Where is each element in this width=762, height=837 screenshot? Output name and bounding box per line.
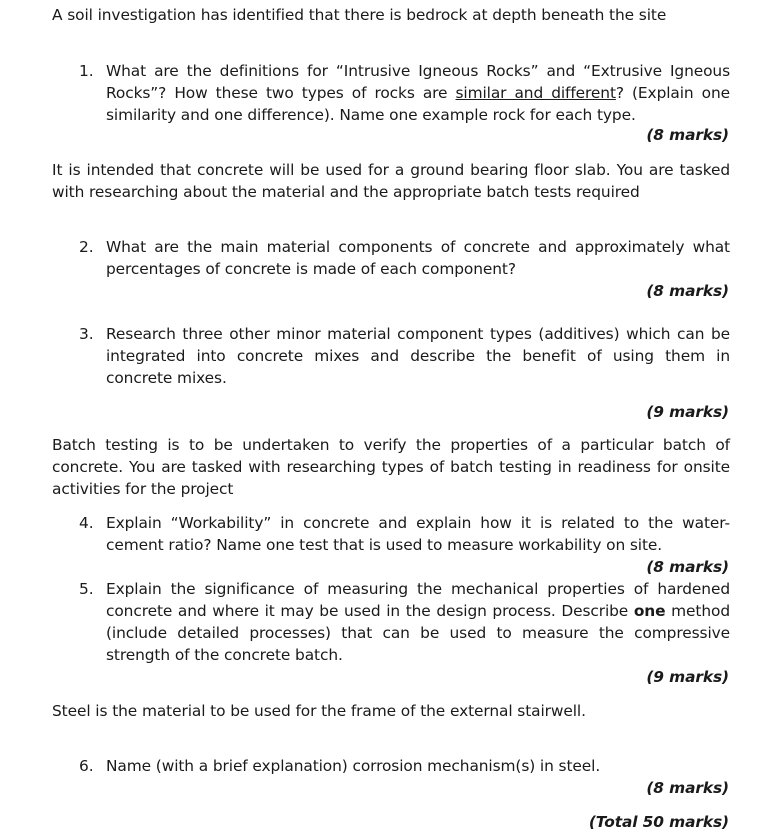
question-text: What are the main material components of concrete and approximately what percentages of concrete is made of each component?: [106, 238, 730, 278]
marks-label: (8 marks): [646, 282, 729, 300]
marks-label: (8 marks): [646, 126, 729, 144]
question-text-part: Explain the significance of measuring the mechanical properties of hardened concrete and where it may be used in the design process. Describe: [106, 580, 730, 620]
bold-text: one: [633, 602, 666, 620]
question-1: [79, 60, 730, 126]
underlined-text: similar and different: [455, 84, 616, 102]
question-6: [79, 755, 730, 777]
marks-label: (9 marks): [646, 668, 729, 686]
question-number: 4.: [79, 514, 94, 532]
total-marks: (Total 50 marks): [588, 813, 729, 831]
question-number: 6.: [79, 757, 94, 775]
question-number: 3.: [79, 325, 94, 343]
question-text: Research three other minor material component types (additives) which can be integrated into concrete mixes and describe the benefit of using them in concrete mixes.: [106, 325, 730, 387]
question-text: [106, 578, 730, 666]
question-text-part: What are the definitions for “Intrusive Igneous Rocks” and “Extrusive Igneous Rocks”? How these two types of rocks are: [106, 62, 730, 102]
question-number: 1.: [79, 62, 94, 80]
question-text: Name (with a brief explanation) corrosion mechanism(s) in steel.: [106, 757, 601, 775]
intro-bedrock: A soil investigation has identified that there is bedrock at depth beneath the site: [52, 6, 667, 24]
question-text-part: method (include detailed processes) that can be used to measure the compressive strength of the concrete batch.: [106, 602, 730, 664]
marks-label: (8 marks): [646, 779, 729, 797]
question-number: 2.: [79, 238, 94, 256]
marks-label: (9 marks): [646, 403, 729, 421]
question-text: Explain “Workability” in concrete and explain how it is related to the water-cement ratio? Name one test that is used to measure workability on site.: [106, 514, 730, 554]
question-4: [79, 512, 730, 556]
intro-steel: Steel is the material to be used for the frame of the external stairwell.: [52, 702, 586, 720]
question-3: [79, 323, 730, 389]
question-number: 5.: [79, 580, 94, 598]
intro-batch-testing: Batch testing is to be undertaken to verify the properties of a particular batch of concrete. You are tasked with researching types of batch testing in readiness for onsite activities for the project: [52, 436, 730, 498]
question-text: [106, 60, 730, 126]
question-2: [79, 236, 730, 280]
marks-label: (8 marks): [646, 558, 729, 576]
question-5: [79, 578, 730, 666]
question-text-part: ? (Explain one similarity and one difference). Name one example rock for each type.: [106, 84, 730, 124]
intro-concrete: It is intended that concrete will be used for a ground bearing floor slab. You are tasked with researching about the material and the appropriate batch tests required: [52, 161, 730, 201]
